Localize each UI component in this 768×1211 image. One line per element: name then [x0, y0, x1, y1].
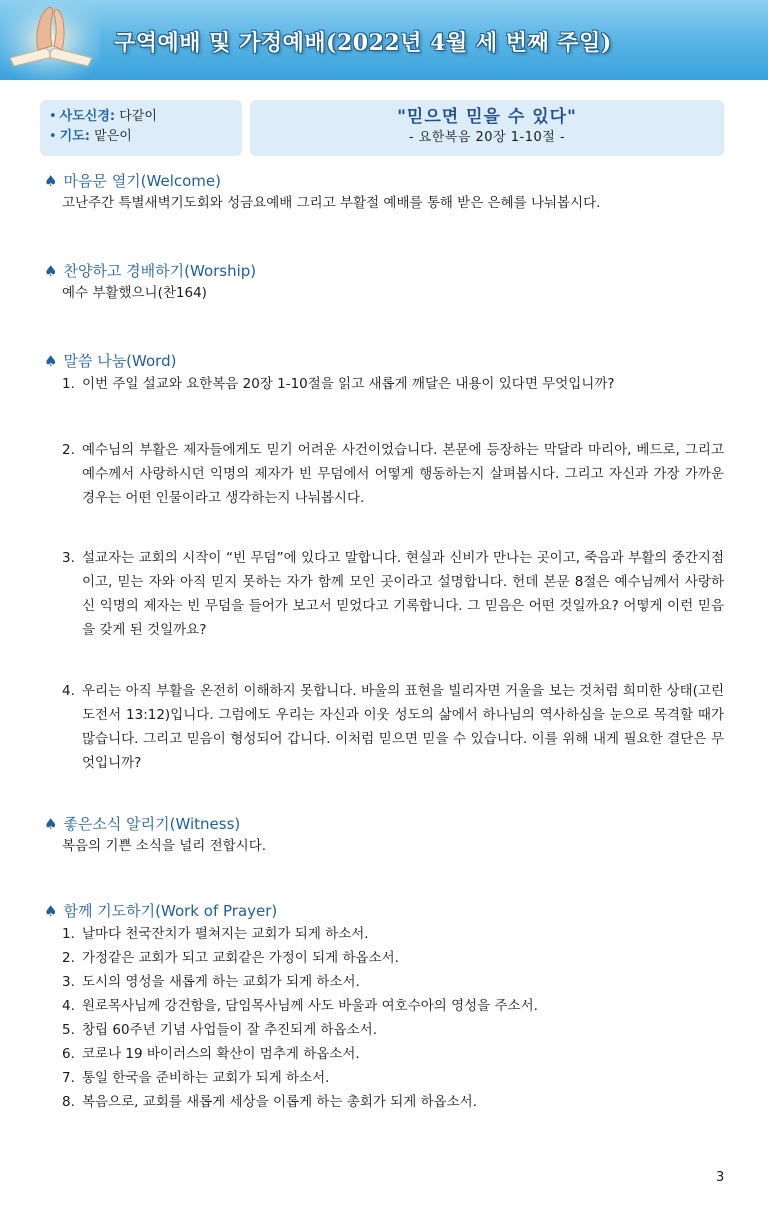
prayer-item	[44, 946, 744, 970]
heading-text: 말씀 나눔(Word)	[63, 352, 177, 370]
question-item	[44, 679, 724, 775]
question-item	[44, 438, 724, 510]
spade-icon: ♠	[44, 815, 58, 833]
prayer-text: 코로나 19 바이러스의 확산이 멈추게 하옵소서.	[82, 1046, 360, 1062]
page-title: 구역예배 및 가정예배(2022년 4월 세 번째 주일)	[114, 30, 612, 56]
prayer-item	[44, 1042, 744, 1066]
question-list	[44, 372, 744, 396]
prayer-value: 맡은이	[94, 129, 132, 144]
section-word	[44, 350, 744, 372]
heading-text: 함께 기도하기(Work of Prayer)	[63, 902, 278, 920]
prayer-item	[44, 994, 744, 1018]
sermon-reference: - 요한복음 20장 1-10절 -	[408, 130, 566, 145]
question-number: 4.	[62, 683, 75, 699]
prayer-label: 기도:	[59, 129, 90, 144]
question-item	[44, 372, 724, 396]
heading-text: 마음문 열기(Welcome)	[63, 172, 221, 190]
dot-bullet: •	[49, 109, 57, 124]
section-worship	[44, 260, 744, 304]
section-heading	[44, 350, 744, 372]
prayer-item	[44, 1066, 744, 1090]
prayer-number: 8.	[62, 1094, 75, 1110]
page-number: 3	[716, 1170, 725, 1185]
section-heading	[44, 260, 744, 282]
prayer-number: 4.	[62, 998, 75, 1014]
heading-text: 찬양하고 경배하기(Worship)	[63, 262, 257, 280]
prayer-number: 1.	[62, 926, 75, 942]
question-text: 이번 주일 설교와 요한복음 20장 1-10절을 읽고 새롭게 깨달은 내용이 있다면 무엇입니까?	[82, 376, 615, 392]
question-number: 2.	[62, 442, 75, 458]
prayer-row	[49, 127, 242, 147]
prayer-number: 5.	[62, 1022, 75, 1038]
question-text: 우리는 아직 부활을 온전히 이해하지 못합니다. 바울의 표현을 빌리자면 거울을 보는 것처럼 희미한 상태(고린도전서 13:12)입니다. 그럼에도 우리는 자신과 이웃 성도의 삶에서 하나님의 역사하심을 눈으로 목격할 때가 많습니다. 그리고 믿음이 형성되어 갑니다. 이처럼 믿으면 믿을 수 있습니다. 이를 위해 내게 필요한 결단은 무엇입니까?	[82, 683, 724, 771]
prayer-item	[44, 970, 744, 994]
prayer-item	[44, 1090, 744, 1114]
spade-icon: ♠	[44, 902, 58, 920]
prayer-number: 7.	[62, 1070, 75, 1086]
section-heading	[44, 170, 744, 192]
prayer-item	[44, 922, 744, 946]
prayer-text: 날마다 천국잔치가 펼쳐지는 교회가 되게 하소서.	[82, 926, 369, 942]
section-heading	[44, 813, 744, 835]
section-heading	[44, 900, 744, 922]
section-prayer	[44, 900, 744, 1114]
prayer-text: 도시의 영성을 새롭게 하는 교회가 되게 하소서.	[82, 974, 360, 990]
prayer-text: 창립 60주년 기념 사업들이 잘 추진되게 하옵소서.	[82, 1022, 377, 1038]
creed-row	[49, 107, 242, 127]
prayer-text: 가정같은 교회가 되고 교회같은 가정이 되게 하옵소서.	[82, 950, 399, 966]
question-list	[44, 679, 744, 775]
prayer-number: 3.	[62, 974, 75, 990]
question-item	[44, 546, 724, 642]
question-number: 3.	[62, 550, 75, 566]
order-info-box	[40, 100, 242, 156]
creed-value: 다같이	[119, 109, 157, 124]
prayer-text: 원로목사님께 강건함을, 담임목사님께 사도 바울과 여호수아의 영성을 주소서.	[82, 998, 538, 1014]
spade-icon: ♠	[44, 352, 58, 370]
prayer-text: 통일 한국을 준비하는 교회가 되게 하소서.	[82, 1070, 330, 1086]
spade-icon: ♠	[44, 262, 58, 280]
prayer-item	[44, 1018, 744, 1042]
worship-text: 예수 부활했으니(찬164)	[62, 285, 207, 301]
question-list	[44, 546, 744, 642]
question-text: 예수님의 부활은 제자들에게도 믿기 어려운 사건이었습니다. 본문에 등장하는 막달라 마리아, 베드로, 그리고 예수께서 사랑하시던 익명의 제자가 빈 무덤에서 어떻게 행동하는지 살펴봅시다. 그리고 자신과 가장 가까운 경우는 어떤 인물이라고 생각하는지 나눠봅시다.	[82, 442, 724, 506]
header-banner	[0, 0, 768, 80]
section-witness	[44, 813, 744, 857]
question-number: 1.	[62, 376, 75, 392]
sermon-title: "믿으면 믿을 수 있다"	[397, 107, 577, 127]
prayer-number: 2.	[62, 950, 75, 966]
spade-icon: ♠	[44, 172, 58, 190]
witness-text: 복음의 기쁜 소식을 널리 전합시다.	[62, 838, 267, 854]
prayer-number: 6.	[62, 1046, 75, 1062]
prayer-list	[44, 922, 744, 1114]
heading-text: 좋은소식 알리기(Witness)	[63, 815, 241, 833]
prayer-text: 복음으로, 교회를 새롭게 세상을 이롭게 하는 총회가 되게 하옵소서.	[82, 1094, 478, 1110]
question-text: 설교자는 교회의 시작이 “빈 무덤”에 있다고 말합니다. 현실과 신비가 만나는 곳이고, 죽음과 부활의 중간지점이고, 믿는 자와 아직 믿지 못하는 자가 함께 모인 곳이라고 설명합니다. 헌데 본문 8절은 예수님께서 사랑하신 익명의 제자는 빈 무덤을 들어가 보고서 믿었다고 기록합니다. 그 믿음은 어떤 것일까요? 어떻게 이런 믿음을 갖게 된 것일까요?	[82, 550, 724, 638]
welcome-text: 고난주간 특별새벽기도회와 성금요예배 그리고 부활절 예배를 통해 받은 은혜를 나눠봅시다.	[62, 195, 601, 211]
creed-label: 사도신경:	[59, 109, 116, 124]
section-welcome	[44, 170, 744, 214]
sermon-box	[250, 100, 724, 156]
bible-hands-photo-icon	[0, 0, 100, 80]
question-list	[44, 438, 744, 510]
dot-bullet: •	[49, 129, 57, 144]
